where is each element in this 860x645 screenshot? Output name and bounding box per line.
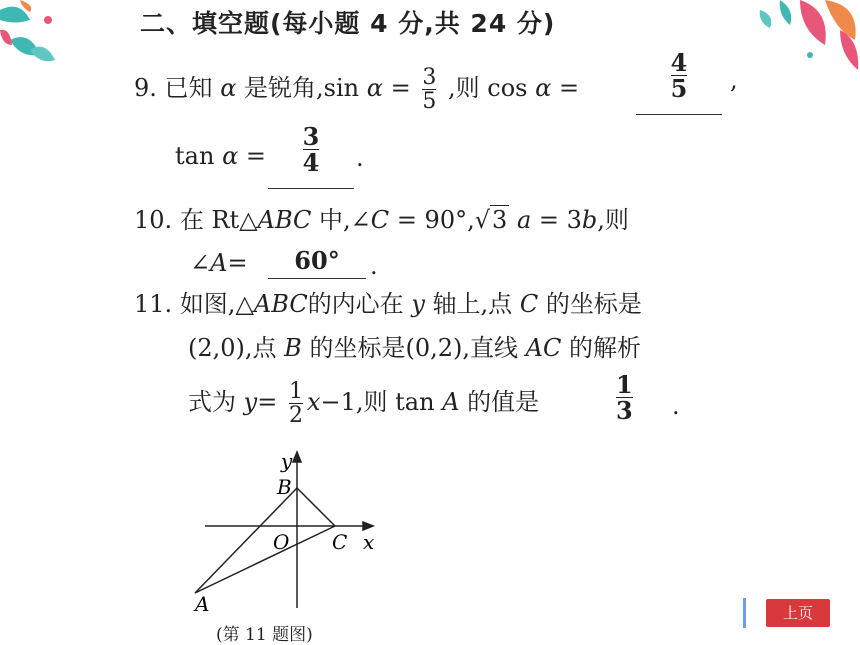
q11-text: 如图,△ <box>179 290 254 318</box>
tan-answer-blank <box>268 122 354 189</box>
q11-text: −1,则 tan <box>320 388 435 417</box>
q11-text: 式为 <box>188 388 236 417</box>
q11-text: (2,0),点 <box>188 334 277 362</box>
var-b: b <box>581 206 598 234</box>
var-a: a <box>516 206 532 234</box>
floral-decoration-right-icon <box>740 0 860 80</box>
line-ac: AC <box>525 334 562 362</box>
previous-page-button[interactable]: 上页 <box>766 599 830 627</box>
q10-text: ,则 <box>597 206 629 234</box>
denominator: 5 <box>670 74 688 104</box>
tan-a-answer-fraction <box>616 370 633 426</box>
question-11-figure <box>185 448 385 618</box>
equals-sign: = <box>558 74 580 103</box>
q11-text: 的解析 <box>568 334 641 362</box>
label-y: y <box>281 449 293 473</box>
question-9-line-2 <box>175 144 266 168</box>
question-11-line-1 <box>134 292 642 316</box>
q11-text: 的值是 <box>467 388 540 417</box>
equals-sign: = <box>257 388 278 417</box>
q9-text: 已知 <box>164 74 213 103</box>
q9-period: . <box>356 144 364 172</box>
segment-bc <box>297 488 335 526</box>
equals-sign: = <box>227 249 248 277</box>
equals-sign: = <box>245 142 267 170</box>
point-b: B <box>284 334 302 362</box>
equals-sign: = <box>390 74 411 103</box>
q9-text: 是锐角,sin <box>244 74 360 103</box>
q10-period: . <box>370 252 378 280</box>
q10-text: = 90°, <box>396 206 475 234</box>
slope-fraction <box>289 380 303 427</box>
x-axis-arrow-icon <box>363 522 373 530</box>
var-y: y <box>243 388 258 417</box>
cos-answer-blank <box>636 48 722 115</box>
numerator: 3 <box>422 65 437 90</box>
point-c: C <box>370 206 390 234</box>
denominator: 3 <box>616 396 633 426</box>
q11-text: 轴上,点 <box>432 290 513 318</box>
q9-text: ,则 cos <box>448 74 528 103</box>
q11-text: 的内心在 <box>307 290 404 318</box>
segment-ac <box>195 526 335 593</box>
q11-period: . <box>672 392 680 420</box>
q9-comma: , <box>730 66 738 94</box>
question-10-line-1 <box>134 208 629 232</box>
angle-symbol: ∠ <box>190 249 211 277</box>
q11-text: 的坐标是 <box>545 290 642 318</box>
label-o: O <box>273 530 290 554</box>
alpha-symbol: α <box>222 142 239 170</box>
floral-decoration-left-icon <box>0 0 80 90</box>
alpha-symbol: α <box>535 74 552 103</box>
denominator: 4 <box>302 148 320 178</box>
alpha-symbol: α <box>220 74 237 103</box>
question-10-line-2 <box>190 251 248 275</box>
var-y: y <box>411 290 425 318</box>
section-title: 二、填空题(每小题 4 分,共 24 分) <box>140 9 556 38</box>
question-number: 9. <box>134 74 157 103</box>
point-a: A <box>210 249 228 277</box>
label-x: x <box>363 530 375 554</box>
numerator: 1 <box>616 370 633 399</box>
angle-answer-blank <box>268 246 366 279</box>
question-number: 11. <box>134 290 173 318</box>
denominator: 2 <box>288 403 303 429</box>
angle-answer: 60° <box>294 246 340 275</box>
alpha-symbol: α <box>366 74 383 103</box>
question-9-line-1 <box>134 66 579 113</box>
var-x: x <box>306 388 321 417</box>
label-b: B <box>277 475 292 499</box>
tan-a-answer <box>612 370 637 426</box>
sin-fraction <box>422 66 436 113</box>
sqrt-symbol: √3 <box>474 206 508 234</box>
y-axis-arrow-icon <box>293 452 301 462</box>
q10-text: 在 Rt△ <box>179 206 258 234</box>
question-number: 10. <box>134 206 173 234</box>
q10-text: 中,∠ <box>319 206 371 234</box>
question-11-line-2 <box>188 336 641 360</box>
tan-label: tan <box>175 142 215 170</box>
q11-text: 的坐标是(0,2),直线 <box>309 334 518 362</box>
triangle-name: ABC <box>257 206 312 234</box>
nav-divider <box>743 598 746 628</box>
label-c: C <box>332 530 348 554</box>
figure-caption: (第 11 题图) <box>216 625 313 645</box>
numerator: 3 <box>302 122 320 151</box>
point-c: C <box>519 290 539 318</box>
triangle-name: ABC <box>253 290 308 318</box>
point-a: A <box>442 388 460 417</box>
numerator: 4 <box>670 48 688 77</box>
tan-answer-fraction <box>302 122 320 178</box>
radicand: 3 <box>492 206 508 234</box>
question-11-line-3 <box>188 380 539 427</box>
label-a: A <box>195 592 210 616</box>
numerator: 1 <box>288 379 303 404</box>
denominator: 5 <box>422 89 437 115</box>
cos-answer-fraction <box>670 48 688 104</box>
q10-text: = 3 <box>538 206 582 234</box>
